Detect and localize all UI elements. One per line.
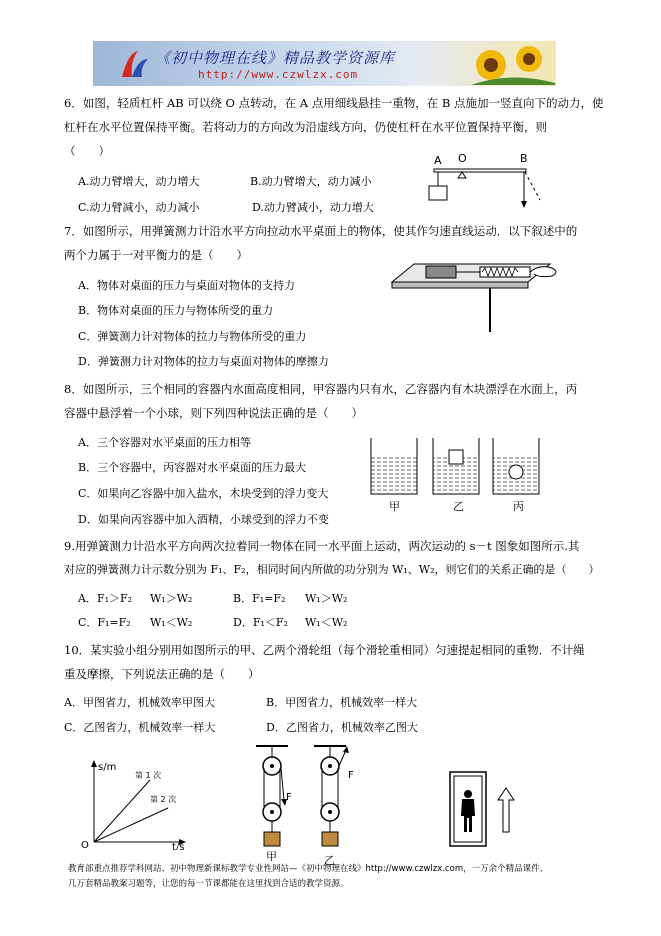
footer-line1: 教育部重点推荐学科网站、初中物理新课标教学专业性网站—《初中物理在线》http://www.czwlzx.com，一万余个精品课件、 — [68, 864, 549, 874]
q8-option-b[interactable]: B．三个容器中，丙容器对水平桌面的压力最大 — [78, 461, 307, 474]
banner-url[interactable]: http://www.czwlzx.com — [198, 68, 359, 81]
lever-label-b: B — [520, 152, 528, 165]
lever-label-a: A — [434, 154, 442, 167]
q7-option-d[interactable]: D．弹簧测力计对物体的拉力与桌面对物体的摩擦力 — [78, 355, 329, 368]
banner-title: 《初中物理在线》精品教学资源库 — [155, 49, 396, 67]
q6-line2: 杠杆在水平位置保持平衡。若将动力的方向改为沿虚线方向，仍使杠杆在水平位置保持平衡，则 — [64, 120, 547, 134]
graph-line-1 — [94, 780, 150, 842]
pulley-yi — [314, 746, 354, 867]
q10-option-d[interactable]: D．乙图省力，机械效率乙图大 — [266, 721, 418, 734]
pulley-yi-force: F — [348, 770, 354, 781]
pulley-figure — [248, 742, 368, 870]
q8-line1: 8．如图所示，三个相同的容器内水面高度相同，甲容器内只有水，乙容器内有木块漂浮在水面上，丙 — [64, 382, 578, 396]
q6-option-d[interactable]: D.动力臂减小，动力增大 — [252, 201, 374, 214]
q6-option-a[interactable]: A.动力臂增大，动力增大 — [78, 175, 200, 188]
graph-origin-label: O — [81, 840, 89, 850]
container-jia — [371, 438, 417, 494]
graph-line-2-label: 第 2 次 — [150, 795, 177, 804]
graph-x-label: t/s — [172, 842, 185, 850]
q8-option-c[interactable]: C．如果向乙容器中加入盐水，木块受到的浮力变大 — [78, 487, 329, 500]
q9-option-a-force[interactable]: A．F₁＞F₂ — [78, 592, 133, 605]
label-bing: 丙 — [513, 500, 524, 513]
logo-icon — [118, 47, 152, 81]
q8-option-d[interactable]: D．如果向丙容器中加入酒精，小球受到的浮力不变 — [78, 513, 329, 526]
q7-line1: 7．如图所示，用弹簧测力计沿水平方向拉动水平桌面上的物体，使其作匀速直线运动．以下叙述中的 — [64, 224, 578, 238]
graph-line-1-label: 第 1 次 — [135, 771, 162, 780]
q6-line3: （ ） — [64, 144, 110, 158]
q9-option-c-force[interactable]: C．F₁=F₂ — [78, 616, 131, 629]
q9-option-d-force[interactable]: D．F₁＜F₂ — [233, 616, 288, 629]
footer-line2: 几万套精品教案习题等，让您的每一节课都能在这里找到合适的教学资源。 — [68, 879, 349, 889]
q8-line2: 容器中悬浮着一个小球，则下列四种说法正确的是（ ） — [64, 406, 363, 420]
pulley-jia — [256, 746, 292, 863]
header-banner — [93, 41, 556, 86]
q9-option-c-work: W₁＜W₂ — [150, 616, 193, 629]
q10-option-c[interactable]: C．乙图省力，机械效率一样大 — [64, 721, 216, 734]
q9-line1: 9.用弹簧测力计沿水平方向两次拉着同一物体在同一水平面上运动，两次运动的 s－t 图象如图所示.其 — [64, 539, 580, 553]
pulley-jia-force: F — [286, 792, 292, 803]
container-bing — [493, 438, 539, 494]
spring-scale-figure — [390, 252, 565, 334]
containers-figure — [365, 436, 545, 516]
label-jia: 甲 — [389, 500, 400, 513]
q8-option-a[interactable]: A．三个容器对水平桌面的压力相等 — [78, 436, 251, 449]
q10-option-a[interactable]: A．甲图省力，机械效率甲图大 — [64, 696, 215, 709]
q10-line2: 重及摩擦，下列说法正确的是（ ） — [64, 667, 260, 681]
q6-option-c[interactable]: C.动力臂减小，动力减小 — [78, 201, 200, 214]
arrow-up-icon — [498, 788, 514, 832]
q6-option-b[interactable]: B.动力臂增大，动力减小 — [250, 175, 372, 188]
q7-option-b[interactable]: B．物体对桌面的压力与物体所受的重力 — [78, 304, 274, 317]
graph-line-2 — [94, 808, 168, 842]
q10-line1: 10．某实验小组分别用如图所示的甲、乙两个滑轮组（每个滑轮重相同）匀速提起相同的重物．不计绳 — [64, 643, 585, 657]
st-graph-figure — [78, 760, 188, 850]
q9-option-b-work: W₁＞W₂ — [305, 592, 348, 605]
sunflower-icon — [471, 43, 555, 85]
q7-option-c[interactable]: C．弹簧测力计对物体的拉力与物体所受的重力 — [78, 330, 307, 343]
lever-figure — [424, 148, 554, 218]
q10-option-b[interactable]: B．甲图省力，机械效率一样大 — [266, 696, 418, 709]
elevator-figure — [448, 770, 528, 852]
q9-line2: 对应的弹簧测力计示数分别为 F₁、F₂，相同时间内所做的功分别为 W₁、W₂，则它们的关系正确的是（ ） — [64, 563, 600, 576]
graph-y-label: s/m — [98, 762, 117, 773]
q9-option-d-work: W₁＜W₂ — [305, 616, 348, 629]
q9-option-b-force[interactable]: B．F₁=F₂ — [233, 592, 286, 605]
container-yi — [433, 438, 479, 494]
q9-option-a-work: W₁＞W₂ — [150, 592, 193, 605]
q6-line1: 6．如图，轻质杠杆 AB 可以绕 O 点转动，在 A 点用细线悬挂一重物，在 B 点施加一竖直向下的动力，使 — [64, 96, 604, 110]
pulley-yi-label: 乙 — [324, 854, 335, 867]
label-yi: 乙 — [453, 500, 464, 513]
lever-label-o: O — [458, 152, 467, 165]
q7-line2: 两个力属于一对平衡力的是（ ） — [64, 248, 248, 262]
pulley-jia-label: 甲 — [266, 850, 277, 863]
q7-option-a[interactable]: A．物体对桌面的压力与桌面对物体的支持力 — [78, 279, 295, 292]
